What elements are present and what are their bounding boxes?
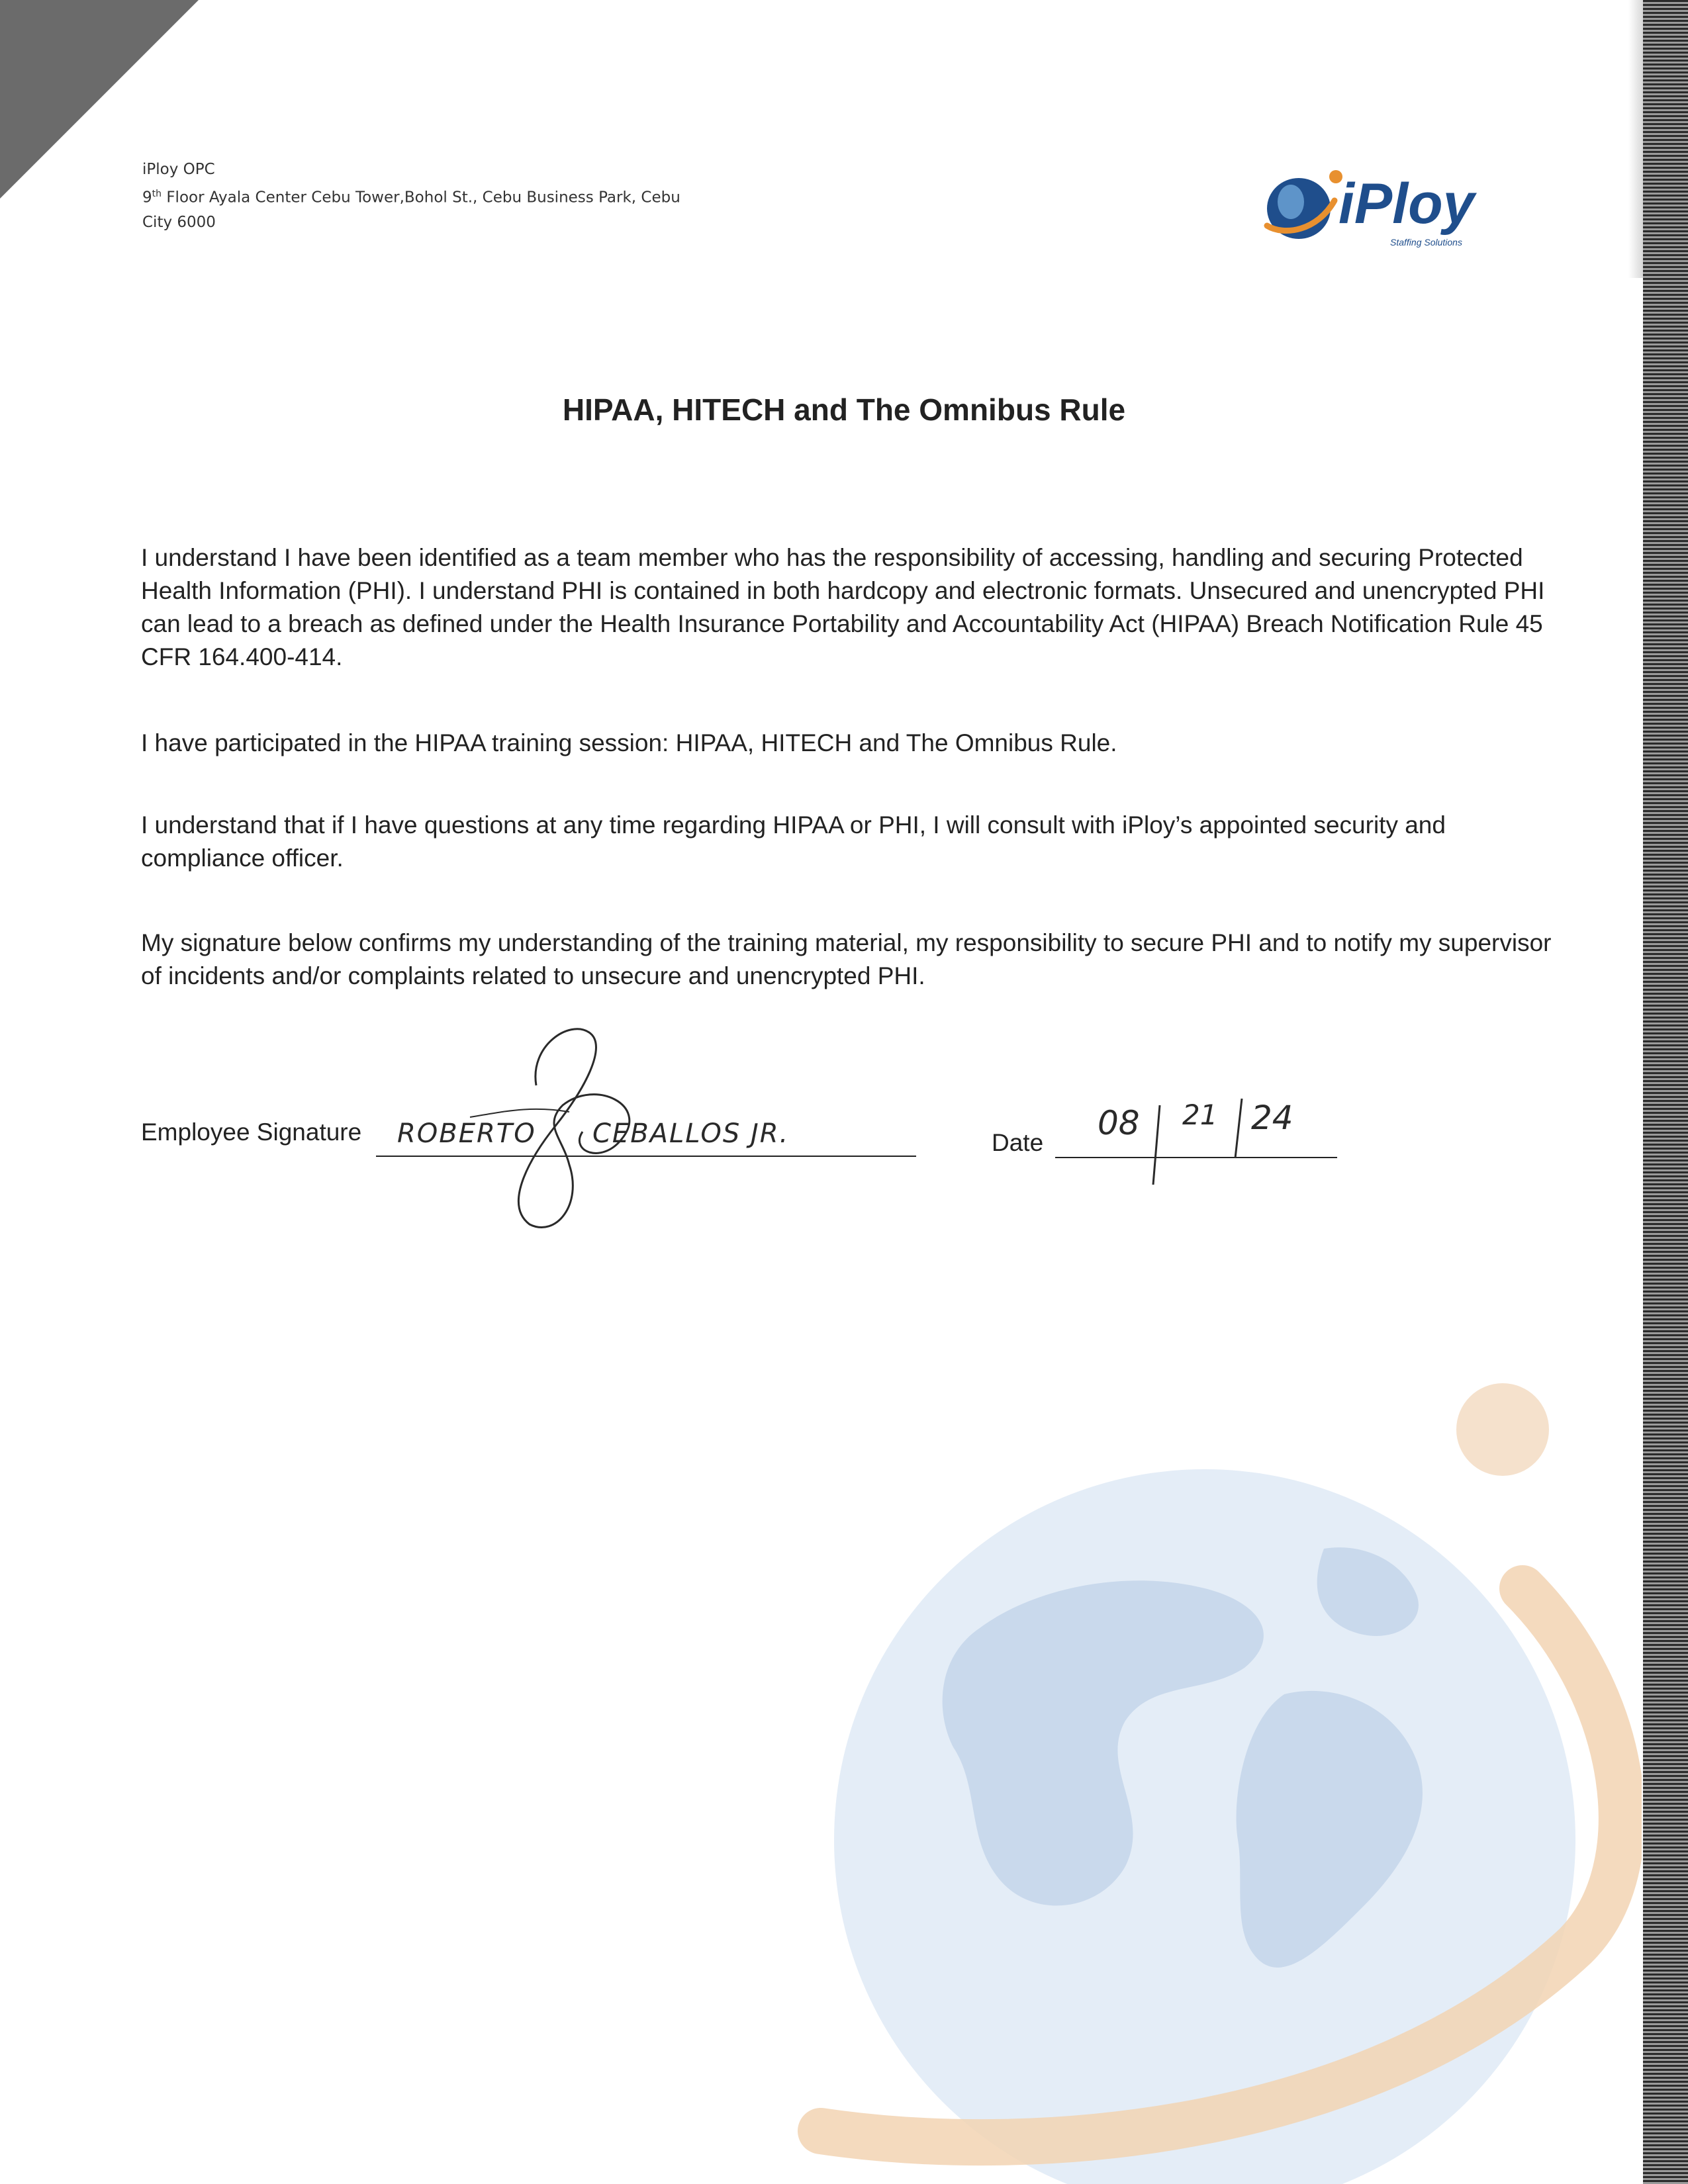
signature-name-last: CEBALLOS JR. [592, 1118, 790, 1149]
paragraph-phi-responsibility: I understand I have been identified as a team member who has the responsibility of accessing, handling and securing Protected Health Information (PHI). I understand PHI is contained in both hardcopy and electronic formats. Unsecured and unencrypted PHI can lead to a breach as defined under the Health Insurance Portability and Accountability Act (HIPAA) Breach Notification Rule 45 CFR 164.400-414. [141, 544, 1545, 670]
svg-text:Staffing Solutions: Staffing Solutions [1390, 237, 1462, 248]
svg-text:iPloy: iPloy [1338, 172, 1475, 236]
company-address-block [142, 158, 680, 235]
document-title: HIPAA, HITECH and The Omnibus Rule [562, 392, 1126, 427]
employee-signature-label: Employee Signature [141, 1118, 362, 1146]
address-line-2: City 6000 [142, 213, 216, 231]
iploy-logo [1258, 162, 1509, 255]
paragraph-compliance-officer: I understand that if I have questions at any time regarding HIPAA or PHI, I will consult with iPloy’s appointed security and compliance officer. [141, 811, 1446, 872]
address-line-1: 9th Floor Ayala Center Cebu Tower,Bohol St., Cebu Business Park, Cebu [142, 189, 680, 206]
paragraph-signature-confirmation: My signature below confirms my understanding of the training material, my responsibility to secure PHI and to notify my supervisor of incidents and/or complaints related to unsecure and unencrypted PHI. [141, 929, 1552, 989]
date-day: 21 [1182, 1099, 1218, 1131]
scan-edge-shadow [1628, 0, 1643, 278]
date-year: 24 [1251, 1099, 1293, 1137]
signature-name-first: ROBERTO [397, 1118, 536, 1149]
company-name: iPloy OPC [142, 161, 215, 178]
date-month: 08 [1098, 1104, 1140, 1142]
paragraph-training-session: I have participated in the HIPAA training session: HIPAA, HITECH and The Omnibus Rule. [141, 729, 1117, 756]
date-label: Date [992, 1129, 1044, 1156]
globe-watermark [781, 1350, 1642, 2184]
scan-edge [1643, 0, 1688, 2184]
